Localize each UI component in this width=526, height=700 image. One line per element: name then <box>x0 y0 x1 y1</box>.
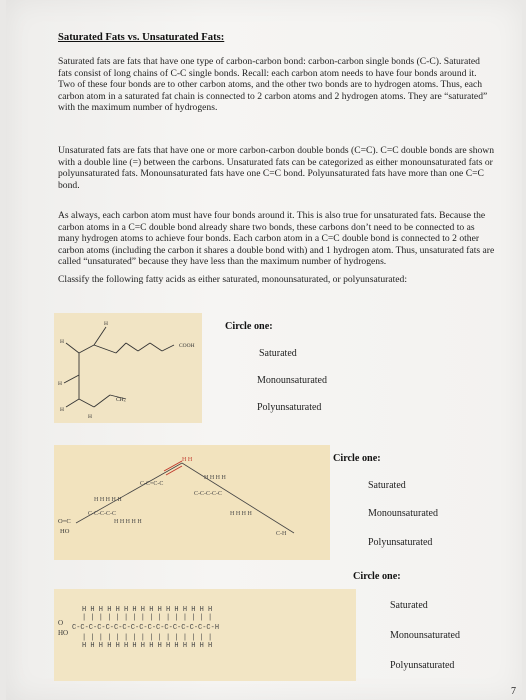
h-label-5: H <box>88 414 92 420</box>
carbonyl-oxygen-label: O <box>58 619 64 627</box>
option-saturated-2[interactable]: Saturated <box>368 480 406 491</box>
circle-one-label-3: Circle one: <box>353 571 401 582</box>
worksheet-page <box>6 0 522 700</box>
page-title: Saturated Fats vs. Unsaturated Fats: <box>58 32 225 43</box>
svg-text:C-H: C-H <box>276 531 287 537</box>
carbonyl-label: O=C <box>58 518 71 525</box>
paragraph-bonds: As always, each carbon atom must have four bonds around it. This is also true for unsaturated fats. Because the carbon atoms in a C=C double bond already share two bonds, these carbons don’t need to be connected to as many hydrogen atoms to achieve four bonds. Each carbon atom in a C=C double bond is connected to 2 other carbon atoms (including the carbon it shares a double bond with) and 1 hydrogen atom. Thus, unsaturated fats are called “unsaturated” because they have less than the maximum number of hydrogens. <box>58 210 495 268</box>
h-label-2: H <box>60 339 64 345</box>
ch3-label: CH₃ <box>116 397 126 403</box>
h-label-1: H <box>104 321 108 327</box>
fatty-acid-diagram-1 <box>54 313 202 423</box>
hydroxyl-label-3: HO <box>58 629 69 637</box>
option-polyunsaturated-2[interactable]: Polyunsaturated <box>368 537 433 548</box>
option-saturated-3[interactable]: Saturated <box>390 600 428 611</box>
page-number: 7 <box>511 686 516 697</box>
option-polyunsaturated-1[interactable]: Polyunsaturated <box>257 402 322 413</box>
svg-text:C-C-C-C-C-C-C-C-C-C-C-C-C-C-C-: C-C-C-C-C-C-C-C-C-C-C-C-C-C-C-C-C-H <box>72 624 220 632</box>
svg-text:H H H H H H H H H H: H H H H H H H H H H H H H H H H <box>82 642 213 650</box>
cooh-label: COOH <box>179 343 195 349</box>
svg-text:H H H H: H H H H <box>230 511 252 517</box>
svg-text:| | | | | | | | | |: | | | | | | | | | | | | | | | | <box>82 634 213 642</box>
option-saturated-1[interactable]: Saturated <box>259 348 297 359</box>
svg-text:H H: H H <box>182 457 193 463</box>
option-monounsaturated-2[interactable]: Monounsaturated <box>368 508 438 519</box>
h-label-4: H <box>60 407 64 413</box>
fatty-acid-diagram-3 <box>54 589 356 681</box>
svg-text:| | | | | | | | | |: | | | | | | | | | | | | | | | | <box>82 614 213 622</box>
svg-text:C-C-C-C-C: C-C-C-C-C <box>88 511 117 517</box>
svg-text:H H H H H: H H H H H <box>94 497 122 503</box>
svg-text:H H H H H: H H H H H <box>114 519 142 525</box>
option-monounsaturated-1[interactable]: Monounsaturated <box>257 375 327 386</box>
option-polyunsaturated-3[interactable]: Polyunsaturated <box>390 660 455 671</box>
hydroxyl-label: HO <box>60 528 70 535</box>
svg-text:C-C-C-C-C: C-C-C-C-C <box>194 491 223 497</box>
skeletal-structure-1 <box>54 313 202 423</box>
h-label-3: H <box>58 381 62 387</box>
svg-text:H H H H H H H H H H: H H H H H H H H H H H H H H H H <box>82 606 213 614</box>
fatty-acid-diagram-2 <box>54 445 330 560</box>
paragraph-saturated: Saturated fats are fats that have one type of carbon-carbon bond: carbon-carbon single bonds (C-C). Saturated fats consist of long chains of C-C single bonds. Recall: each carbon atom needs to have four bonds around it. Two of these four bonds are to other carbon atoms, and the other two bonds are to hydrogen atoms. Thus, each carbon atom in a saturated fat chain is connected to 2 carbon atoms and 2 hydrogen atoms. They are “saturated” with the maximum number of hydrogens. <box>58 56 488 114</box>
structural-formula-2 <box>54 445 330 560</box>
option-monounsaturated-3[interactable]: Monounsaturated <box>390 630 460 641</box>
structural-formula-3 <box>54 589 356 681</box>
circle-one-label-1: Circle one: <box>225 321 273 332</box>
paragraph-unsaturated: Unsaturated fats are fats that have one or more carbon-carbon double bonds (C=C). C=C double bonds are shown with a double line (=) between the carbons. Unsaturated fats can be categorized as either monounsaturated fats or polyunsaturated fats. Monounsaturated fats have one C=C bond. Polyunsaturated fats have more than one C=C bond. <box>58 145 495 191</box>
svg-text:H H H H: H H H H <box>204 475 226 481</box>
circle-one-label-2: Circle one: <box>333 453 381 464</box>
svg-text:C-C=C-C: C-C=C-C <box>140 481 164 487</box>
paragraph-instructions: Classify the following fatty acids as either saturated, monounsaturated, or polyunsaturated: <box>58 274 408 285</box>
